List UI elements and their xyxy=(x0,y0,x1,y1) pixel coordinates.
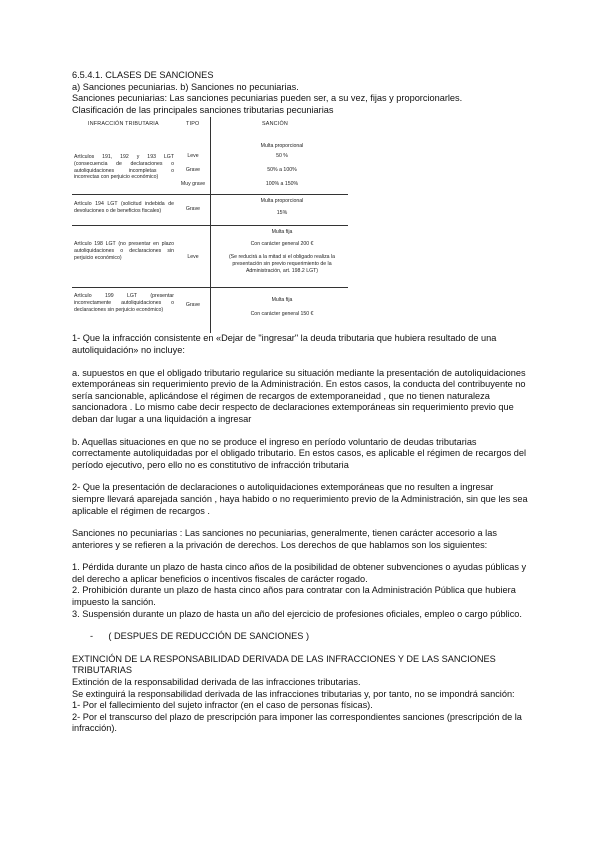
extincion-title: EXTINCIÓN DE LA RESPONSABILIDAD DERIVADA DE LAS INFRACCIONES Y DE LAS SANCIONES TRIBUTARIAS xyxy=(72,653,496,676)
paragraph-2: 2- Que la presentación de declaraciones o autoliquidaciones extemporáneas que no resulten a ingresar siempre llevará aparejada sanción , haya habido o no requerimiento previo de la Administración, sin que les sea aplicable el régimen de recargos . xyxy=(72,482,528,516)
table-row-separator xyxy=(72,287,348,288)
row3-sancion-general: Con carácter general 200 € xyxy=(250,241,314,248)
row1-tipo-muy-grave: Muy grave xyxy=(180,181,206,188)
row1-sancion-muy-grave: 100% a 150% xyxy=(265,181,299,188)
extincion-line-1: Extinción de la responsabilidad derivada de las infracciones tributarias. xyxy=(72,677,361,688)
row1-sancion-grave: 50% a 100% xyxy=(267,167,297,174)
no-pecuniarias-item-2: 2. Prohibición durante un plazo de hasta cinco años para contratar con la Administración Pública que hubiera impuesto la sanción. xyxy=(72,585,516,608)
table-row-separator xyxy=(72,225,348,226)
row4-sancion: Con carácter general 150 € xyxy=(250,311,314,318)
row4-infraccion: Artículo 199 LGT (presentar incorrectamente autoliquidaciones o declaraciones sin perjuicio económico) xyxy=(74,293,174,313)
intro-line-2: Sanciones pecuniarias: Las sanciones pecuniarias pueden ser, a su vez, fijas y proporcionarles. xyxy=(72,93,463,104)
table-header-tipo: TIPO xyxy=(186,121,200,128)
sanctions-table xyxy=(72,117,348,333)
row4-tipo: Grave xyxy=(185,302,201,309)
extincion-line-3: 1- Por el fallecimiento del sujeto infractor (en el caso de personas físicas). xyxy=(72,700,373,711)
row4-sancion-title: Multa fija xyxy=(271,297,293,304)
no-pecuniarias-intro: Sanciones no pecuniarias : Las sanciones no pecuniarias, generalmente, tienen carácter accesorio a las anteriores y se refieren a la privación de derechos. Los derechos de que hablamos son los siguientes: xyxy=(72,528,497,550)
row2-sancion: 15% xyxy=(276,210,288,217)
document-page xyxy=(72,70,528,735)
table-row-separator xyxy=(72,194,348,195)
no-pecuniarias-item-3: 3. Suspensión durante un plazo de hasta un año del ejercicio de profesiones oficiales, empleo o cargo público. xyxy=(72,608,522,619)
paragraph-1: 1- Que la infracción consistente en «Dejar de "ingresar" la deuda tributaria que hubiera resultado de una autoliquidación» no incluye: xyxy=(72,333,497,355)
row3-sancion-title: Multa fija xyxy=(271,229,293,236)
section-heading: 6.5.4.1. CLASES DE SANCIONES xyxy=(72,70,214,80)
bullet-note: - ( DESPUES DE REDUCCIÓN DE SANCIONES ) xyxy=(90,631,309,642)
row1-tipo-leve: Leve xyxy=(187,153,199,160)
table-header-sancion: SANCIÓN xyxy=(262,121,288,128)
paragraph-b: b. Aquellas situaciones en que no se produce el ingreso en período voluntario de deudas tributarias correctamente autoliquidadas por el obligado tributario. En estos casos, es aplicable el régimen de recargos del período ejecutivo, pero ello no es constitutivo de infracción tributaria xyxy=(72,436,527,470)
row2-infraccion: Artículo 194 LGT (solicitud indebida de devoluciones o de beneficios fiscales) xyxy=(74,201,174,214)
intro-line-3: Clasificación de las principales sanciones tributarias pecuniarias xyxy=(72,104,334,115)
table-header-infraccion: INFRACCIÓN TRIBUTARIA xyxy=(88,121,159,128)
row3-tipo: Leve xyxy=(187,254,199,261)
no-pecuniarias-item-1: 1. Pérdida durante un plazo de hasta cinco años de la posibilidad de obtener subvenciones o ayudas públicas y del derecho a aplicar beneficios o incentivos fiscales de carácter rogado. xyxy=(72,562,527,584)
row1-sancion-leve: 50 % xyxy=(276,153,288,160)
paragraph-a: a. supuestos en que el obligado tributario regularice su situación mediante la presentación de autoliquidaciones extemporáneas sin requerimiento previo de la Administración. En estos casos, la conducta del contribuyente no sería sancionable, aplicándose el régimen de recargos de extemporaneidad , que no tienen naturaleza sancionadora . Lo mismo cabe decir respecto de declaraciones extemporáneas sin requerimiento previo que deban dar lugar a una liquidación a ingresar xyxy=(72,367,526,424)
row1-sancion-title: Multa proporcional xyxy=(260,143,304,150)
row2-sancion-title: Multa proporcional xyxy=(260,198,304,205)
row1-infraccion: Artículos 191, 192 y 193 LGT (consecuencia de declaraciones o autoliquidaciones incompletas o incorrectas con perjuicio económico) xyxy=(74,154,174,181)
extincion-line-4: 2- Por el transcurso del plazo de prescripción para imponer las correspondientes sanciones (prescripción de la infracción). xyxy=(72,711,522,734)
row1-tipo-grave: Grave xyxy=(185,167,201,174)
intro-line-1: a) Sanciones pecuniarias. b) Sanciones no pecuniarias. xyxy=(72,81,299,92)
row2-tipo: Grave xyxy=(185,206,201,213)
row3-infraccion: Artículo 198 LGT (no presentar en plazo autoliquidaciones o declaraciones sin perjuicio económico) xyxy=(74,241,174,261)
extincion-line-2: Se extinguirá la responsabilidad derivada de las infracciones tributarias y, por tanto, no se impondrá sanción: xyxy=(72,688,515,699)
row3-sancion-note: (Se reducirá a la mitad si el obligado realiza la presentación sin previo requerimiento de la Administración, art. 198.2 LGT) xyxy=(228,254,336,274)
